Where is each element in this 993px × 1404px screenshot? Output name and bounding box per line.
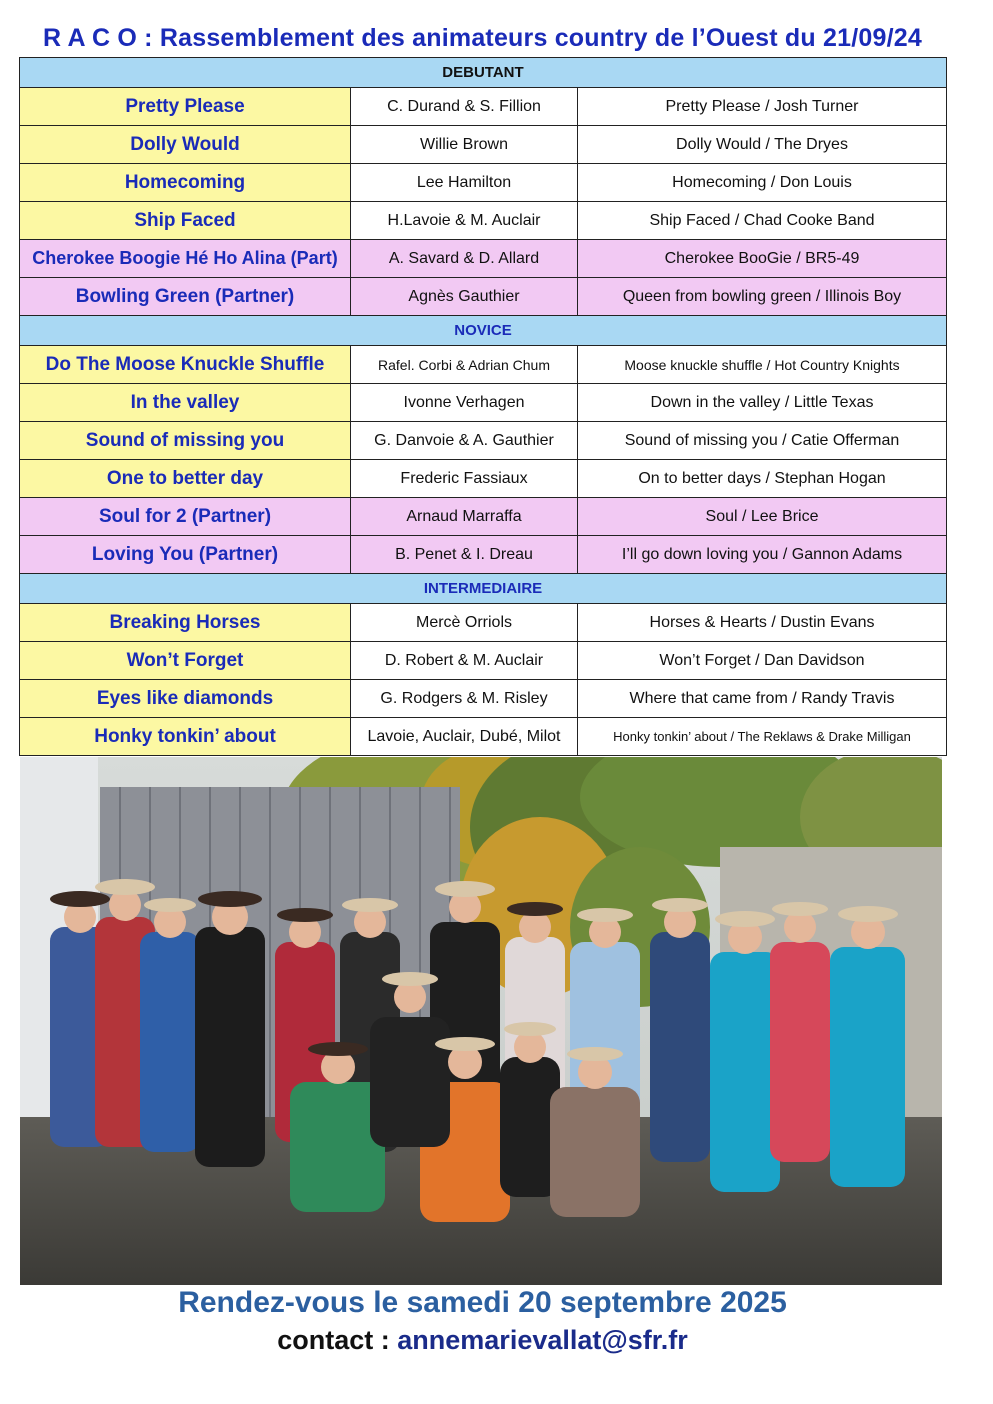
dance-name: Ship Faced bbox=[20, 202, 351, 240]
page-title: R A C O : Rassemblement des animateurs country de l’Ouest du 21/09/24 bbox=[43, 24, 922, 52]
dance-name: Soul for 2 (Partner) bbox=[20, 498, 351, 536]
choreographer: Agnès Gauthier bbox=[351, 278, 578, 316]
dance-name: In the valley bbox=[20, 384, 351, 422]
table-row bbox=[20, 240, 947, 278]
choreographer: G. Danvoie & A. Gauthier bbox=[351, 422, 578, 460]
section-header-novice bbox=[20, 316, 947, 346]
table-row bbox=[20, 88, 947, 126]
dance-name: Pretty Please bbox=[20, 88, 351, 126]
dance-name: Won’t Forget bbox=[20, 642, 351, 680]
table-row bbox=[20, 680, 947, 718]
music: I’ll go down loving you / Gannon Adams bbox=[578, 536, 947, 574]
dance-name: Do The Moose Knuckle Shuffle bbox=[20, 346, 351, 384]
contact-label: contact : bbox=[277, 1325, 398, 1355]
music: Dolly Would / The Dryes bbox=[578, 126, 947, 164]
dance-name: Breaking Horses bbox=[20, 604, 351, 642]
dance-name: One to better day bbox=[20, 460, 351, 498]
dance-name: Sound of missing you bbox=[20, 422, 351, 460]
music: Soul / Lee Brice bbox=[578, 498, 947, 536]
choreographer: H.Lavoie & M. Auclair bbox=[351, 202, 578, 240]
music: Where that came from / Randy Travis bbox=[578, 680, 947, 718]
dance-name: Homecoming bbox=[20, 164, 351, 202]
table-row bbox=[20, 278, 947, 316]
section-label: DEBUTANT bbox=[20, 58, 947, 88]
music: Ship Faced / Chad Cooke Band bbox=[578, 202, 947, 240]
table-row bbox=[20, 460, 947, 498]
music: Pretty Please / Josh Turner bbox=[578, 88, 947, 126]
dance-name: Bowling Green (Partner) bbox=[20, 278, 351, 316]
table-row bbox=[20, 718, 947, 756]
table-row bbox=[20, 422, 947, 460]
group-photo bbox=[20, 757, 942, 1285]
choreographer: Ivonne Verhagen bbox=[351, 384, 578, 422]
dance-name: Dolly Would bbox=[20, 126, 351, 164]
table-row bbox=[20, 346, 947, 384]
music: Queen from bowling green / Illinois Boy bbox=[578, 278, 947, 316]
contact-line bbox=[0, 1325, 965, 1356]
music: On to better days / Stephan Hogan bbox=[578, 460, 947, 498]
section-header-intermediaire bbox=[20, 574, 947, 604]
table-row bbox=[20, 604, 947, 642]
table-row bbox=[20, 498, 947, 536]
choreographer: Lavoie, Auclair, Dubé, Milot bbox=[351, 718, 578, 756]
section-label: NOVICE bbox=[20, 316, 947, 346]
dance-name: Eyes like diamonds bbox=[20, 680, 351, 718]
dance-name: Honky tonkin’ about bbox=[20, 718, 351, 756]
music: Sound of missing you / Catie Offerman bbox=[578, 422, 947, 460]
music: Moose knuckle shuffle / Hot Country Knights bbox=[578, 346, 947, 384]
music: Homecoming / Don Louis bbox=[578, 164, 947, 202]
rendezvous-line: Rendez-vous le samedi 20 septembre 2025 bbox=[178, 1286, 787, 1319]
choreographer: C. Durand & S. Fillion bbox=[351, 88, 578, 126]
section-label: INTERMEDIAIRE bbox=[20, 574, 947, 604]
table-row bbox=[20, 642, 947, 680]
choreographer: Lee Hamilton bbox=[351, 164, 578, 202]
table-row bbox=[20, 126, 947, 164]
choreographer: B. Penet & I. Dreau bbox=[351, 536, 578, 574]
music: Honky tonkin’ about / The Reklaws & Drake Milligan bbox=[578, 718, 947, 756]
music: Down in the valley / Little Texas bbox=[578, 384, 947, 422]
table-row bbox=[20, 384, 947, 422]
dance-name: Cherokee Boogie Hé Ho Alina (Part) bbox=[20, 240, 351, 278]
dance-table bbox=[19, 57, 947, 756]
choreographer: A. Savard & D. Allard bbox=[351, 240, 578, 278]
music: Won’t Forget / Dan Davidson bbox=[578, 642, 947, 680]
choreographer: D. Robert & M. Auclair bbox=[351, 642, 578, 680]
section-header-debutant bbox=[20, 58, 947, 88]
contact-email[interactable]: annemarievallat@sfr.fr bbox=[397, 1325, 688, 1355]
choreographer: Frederic Fassiaux bbox=[351, 460, 578, 498]
dance-name: Loving You (Partner) bbox=[20, 536, 351, 574]
choreographer: Mercè Orriols bbox=[351, 604, 578, 642]
table-row bbox=[20, 164, 947, 202]
music: Cherokee BooGie / BR5-49 bbox=[578, 240, 947, 278]
music: Horses & Hearts / Dustin Evans bbox=[578, 604, 947, 642]
choreographer: Arnaud Marraffa bbox=[351, 498, 578, 536]
table-row bbox=[20, 536, 947, 574]
table-row bbox=[20, 202, 947, 240]
choreographer: G. Rodgers & M. Risley bbox=[351, 680, 578, 718]
choreographer: Willie Brown bbox=[351, 126, 578, 164]
choreographer: Rafel. Corbi & Adrian Chum bbox=[351, 346, 578, 384]
